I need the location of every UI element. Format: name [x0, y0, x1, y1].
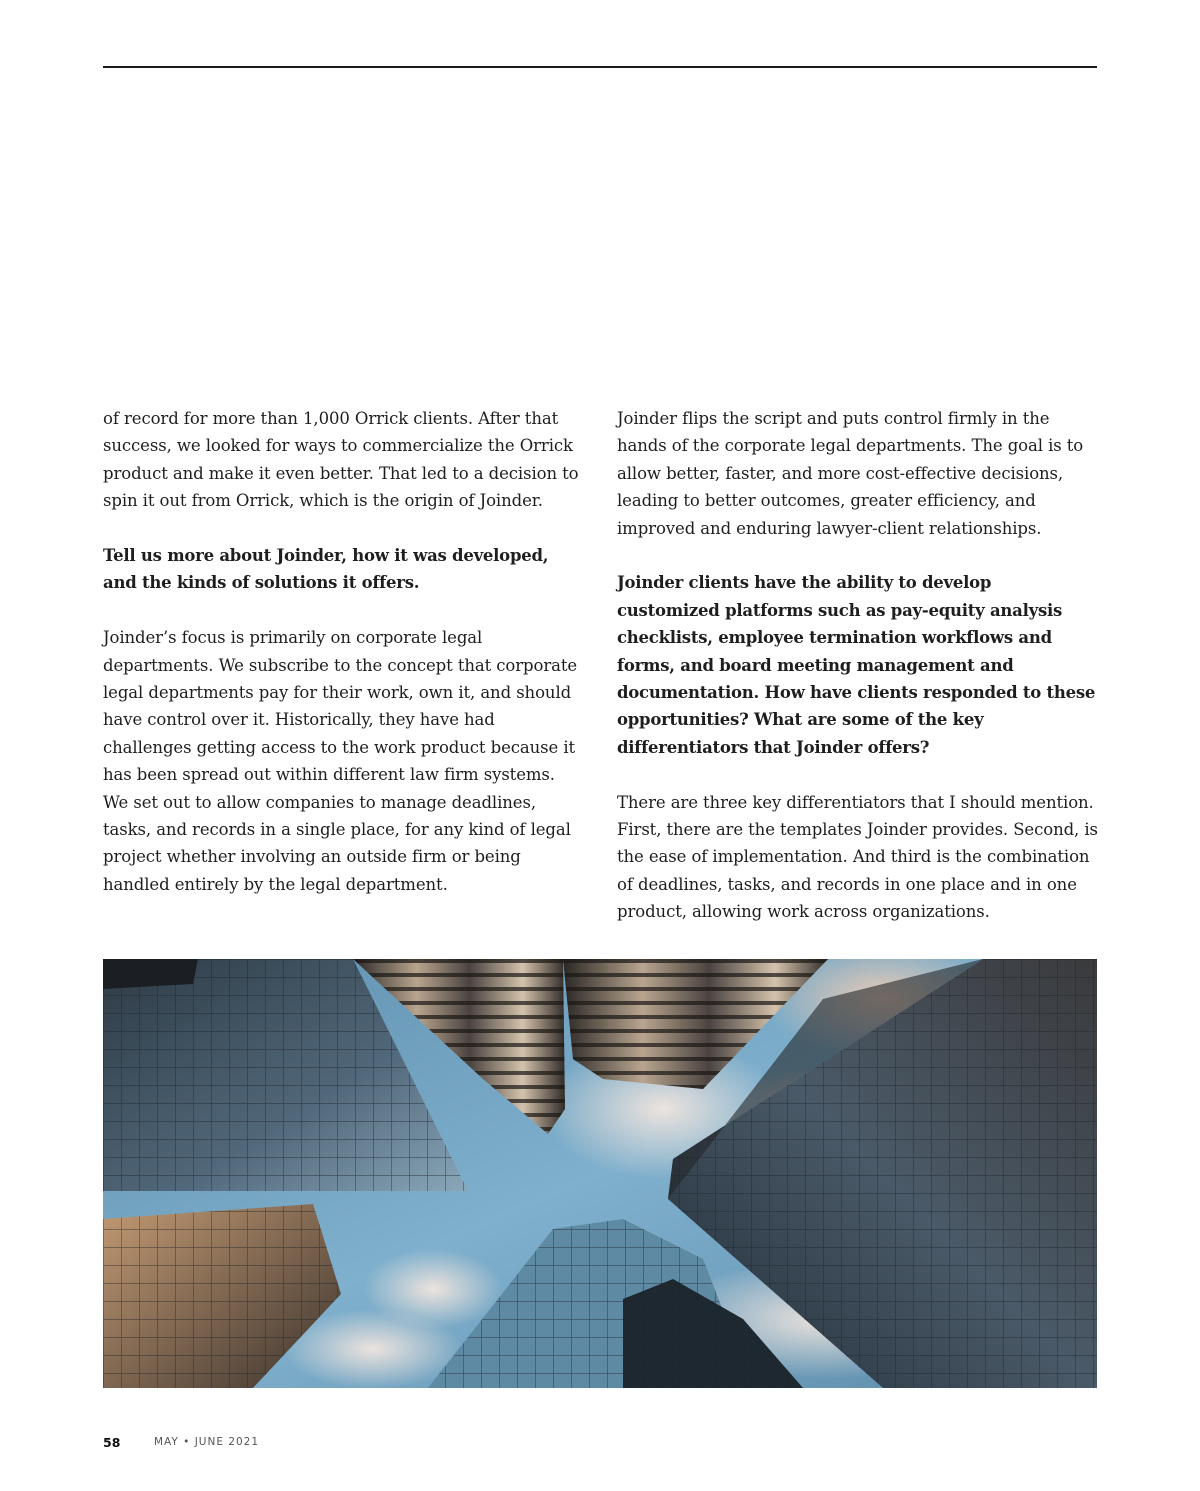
paragraph: Joinder flips the script and puts control firmly in the hands of the corporate legal departments. The goal is to allow better, faster, and more cost-effective decisions, leading to better outcomes, greater efficiency, and improved and enduring lawyer-client relationships.	[617, 409, 1084, 538]
top-rule	[103, 66, 1097, 68]
skyscrapers-photo	[103, 959, 1097, 1388]
article-column-left	[103, 405, 585, 926]
paragraph: of record for more than 1,000 Orrick clients. After that success, we looked for ways to commercialize the Orrick product and make it even better. That led to a decision to spin it out from Orrick, which is the origin of Joinder.	[103, 409, 579, 511]
interview-question: Joinder clients have the ability to develop customized platforms such as pay-equity analysis checklists, employee termination workflows and forms, and board meeting management and documentation. How have clients responded to these opportunities? What are some of the key differentiators that Joinder offers?	[617, 573, 1096, 757]
issue-date: MAY • JUNE 2021	[154, 1436, 260, 1448]
interview-question: Tell us more about Joinder, how it was developed, and the kinds of solutions it offers.	[103, 546, 549, 593]
article-column-right	[617, 405, 1099, 953]
page-footer	[103, 1434, 259, 1450]
page-number: 58	[103, 1434, 121, 1450]
paragraph: There are three key differentiators that I should mention. First, there are the templates Joinder provides. Second, is the ease of implementation. And third is the combination of deadlines, tasks, and records in one place and in one product, allowing work across organizations.	[617, 792, 1098, 922]
paragraph: Joinder’s focus is primarily on corporate legal departments. We subscribe to the concept that corporate legal departments pay for their work, own it, and should have control over it. Historically, they have had challenges getting access to the work product because it has been spread out within different law firm systems. We set out to allow companies to manage deadlines, tasks, and records in a single place, for any kind of legal project whether involving an outside firm or being handled entirely by the legal department.	[103, 628, 578, 894]
